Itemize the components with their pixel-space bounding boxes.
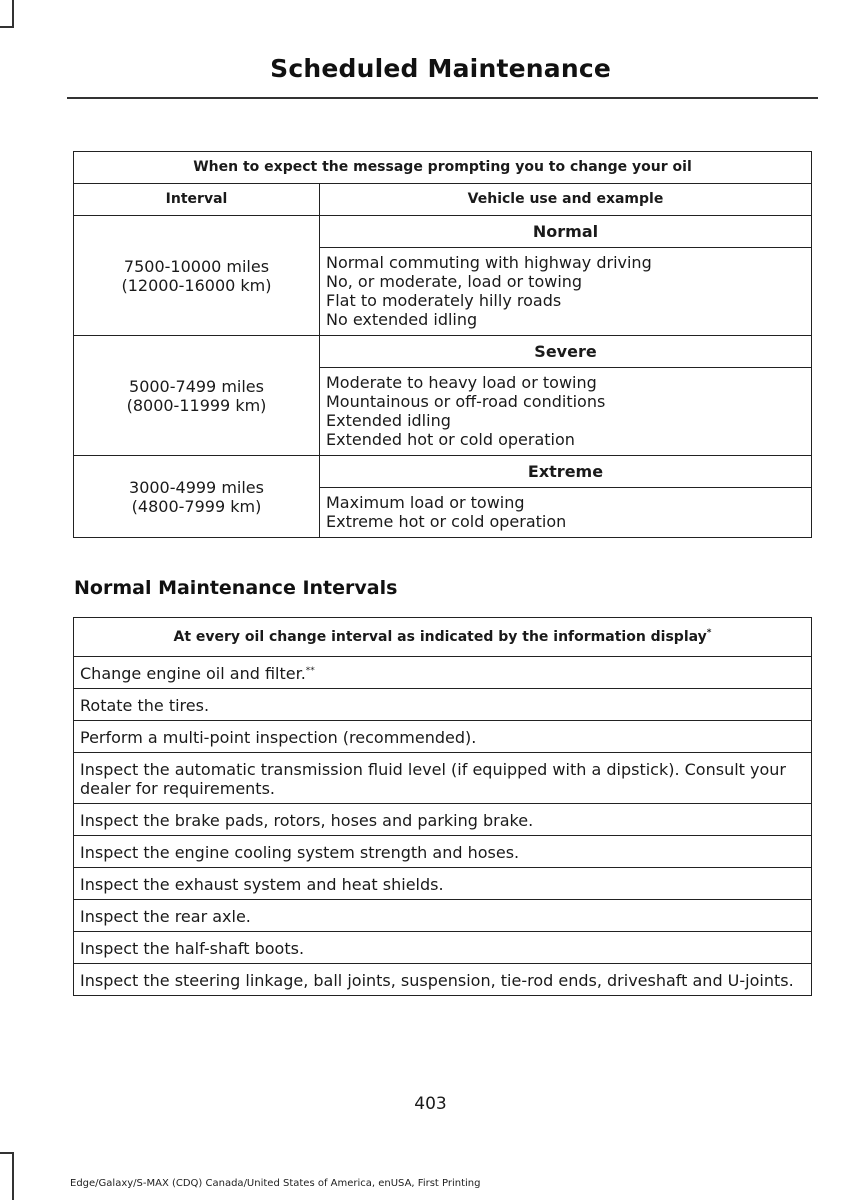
- footer-text: Edge/Galaxy/S-MAX (CDQ) Canada/United States of America, enUSA, First Printing: [70, 1178, 481, 1189]
- table-row: [74, 753, 812, 804]
- example-item: Extended hot or cold operation: [326, 430, 575, 449]
- interval-km: (4800-7999 km): [131, 496, 262, 516]
- example-item: Flat to moderately hilly roads: [326, 291, 562, 310]
- interval-cell: [74, 456, 320, 538]
- example-item: Extreme hot or cold operation: [326, 512, 567, 531]
- oil-table-caption: When to expect the message prompting you to change your oil: [74, 152, 812, 184]
- title-divider: [67, 97, 818, 99]
- maintenance-item-text: Perform a multi-point inspection (recommended).: [80, 728, 477, 747]
- example-cell: [320, 488, 812, 538]
- interval-miles: 7500-10000 miles: [123, 256, 270, 276]
- interval-miles: 5000-7499 miles: [129, 376, 264, 396]
- maintenance-item-text: Inspect the steering linkage, ball joints, suspension, tie-rod ends, driveshaft and U-joints.: [80, 971, 794, 990]
- maintenance-item-text: Inspect the exhaust system and heat shields.: [80, 875, 444, 894]
- table-row: [74, 900, 812, 932]
- maintenance-header-text: At every oil change interval as indicated by the information display: [173, 628, 707, 645]
- page-number: 403: [414, 1094, 447, 1114]
- table-row: [74, 836, 812, 868]
- maintenance-item-text: Inspect the engine cooling system strength and hoses.: [80, 843, 520, 862]
- oil-change-table: [73, 151, 812, 538]
- maintenance-item: [74, 964, 812, 996]
- severity-label: Severe: [320, 336, 812, 368]
- maintenance-item: [74, 657, 812, 689]
- table-row: [74, 804, 812, 836]
- maintenance-item-text: Inspect the rear axle.: [80, 907, 251, 926]
- maintenance-item-text: Rotate the tires.: [80, 696, 210, 715]
- example-item: No, or moderate, load or towing: [326, 272, 583, 291]
- interval-km: (8000-11999 km): [126, 395, 267, 415]
- column-header-vehicle-use: Vehicle use and example: [320, 184, 812, 216]
- table-row: [74, 868, 812, 900]
- interval-miles: 3000-4999 miles: [129, 477, 264, 497]
- table-row: [74, 932, 812, 964]
- maintenance-item-text: Inspect the brake pads, rotors, hoses and parking brake.: [80, 811, 534, 830]
- maintenance-item: [74, 932, 812, 964]
- example-item: Mountainous or off-road conditions: [326, 392, 606, 411]
- maintenance-item-text: Inspect the half-shaft boots.: [80, 939, 305, 958]
- example-item: Maximum load or towing: [326, 493, 525, 512]
- severity-label: Extreme: [320, 456, 812, 488]
- interval-cell: [74, 216, 320, 336]
- maintenance-item: [74, 868, 812, 900]
- maintenance-item: [74, 900, 812, 932]
- example-item: Extended idling: [326, 411, 451, 430]
- interval-cell: [74, 336, 320, 456]
- severity-row: [74, 336, 812, 368]
- crop-mark: [0, 1152, 14, 1154]
- example-cell: [320, 368, 812, 456]
- example-item: No extended idling: [326, 310, 478, 329]
- example-item: Moderate to heavy load or towing: [326, 373, 597, 392]
- example-item: Normal commuting with highway driving: [326, 253, 652, 272]
- maintenance-item: [74, 804, 812, 836]
- maintenance-item: [74, 721, 812, 753]
- page-title: Scheduled Maintenance: [270, 54, 611, 83]
- severity-row: [74, 216, 812, 248]
- table-row: [74, 689, 812, 721]
- column-header-interval: Interval: [74, 184, 320, 216]
- maintenance-item-text: Inspect the automatic transmission fluid level (if equipped with a dipstick). Consult your dealer for requirements.: [80, 760, 786, 798]
- maintenance-table: [73, 617, 812, 996]
- maintenance-table-header: [74, 618, 812, 657]
- section-heading: Normal Maintenance Intervals: [74, 577, 398, 599]
- footnote-mark: *: [706, 627, 712, 638]
- table-row: [74, 657, 812, 689]
- maintenance-item: [74, 753, 812, 804]
- example-cell: [320, 248, 812, 336]
- interval-km: (12000-16000 km): [121, 275, 272, 295]
- crop-mark: [0, 26, 14, 28]
- table-row: [74, 721, 812, 753]
- crop-mark: [12, 0, 14, 28]
- footnote-mark: **: [305, 666, 315, 676]
- table-row: [74, 964, 812, 996]
- severity-label: Normal: [320, 216, 812, 248]
- maintenance-item-text: Change engine oil and filter.: [80, 664, 306, 683]
- severity-row: [74, 456, 812, 488]
- crop-mark: [12, 1152, 14, 1200]
- maintenance-item: [74, 836, 812, 868]
- maintenance-item: [74, 689, 812, 721]
